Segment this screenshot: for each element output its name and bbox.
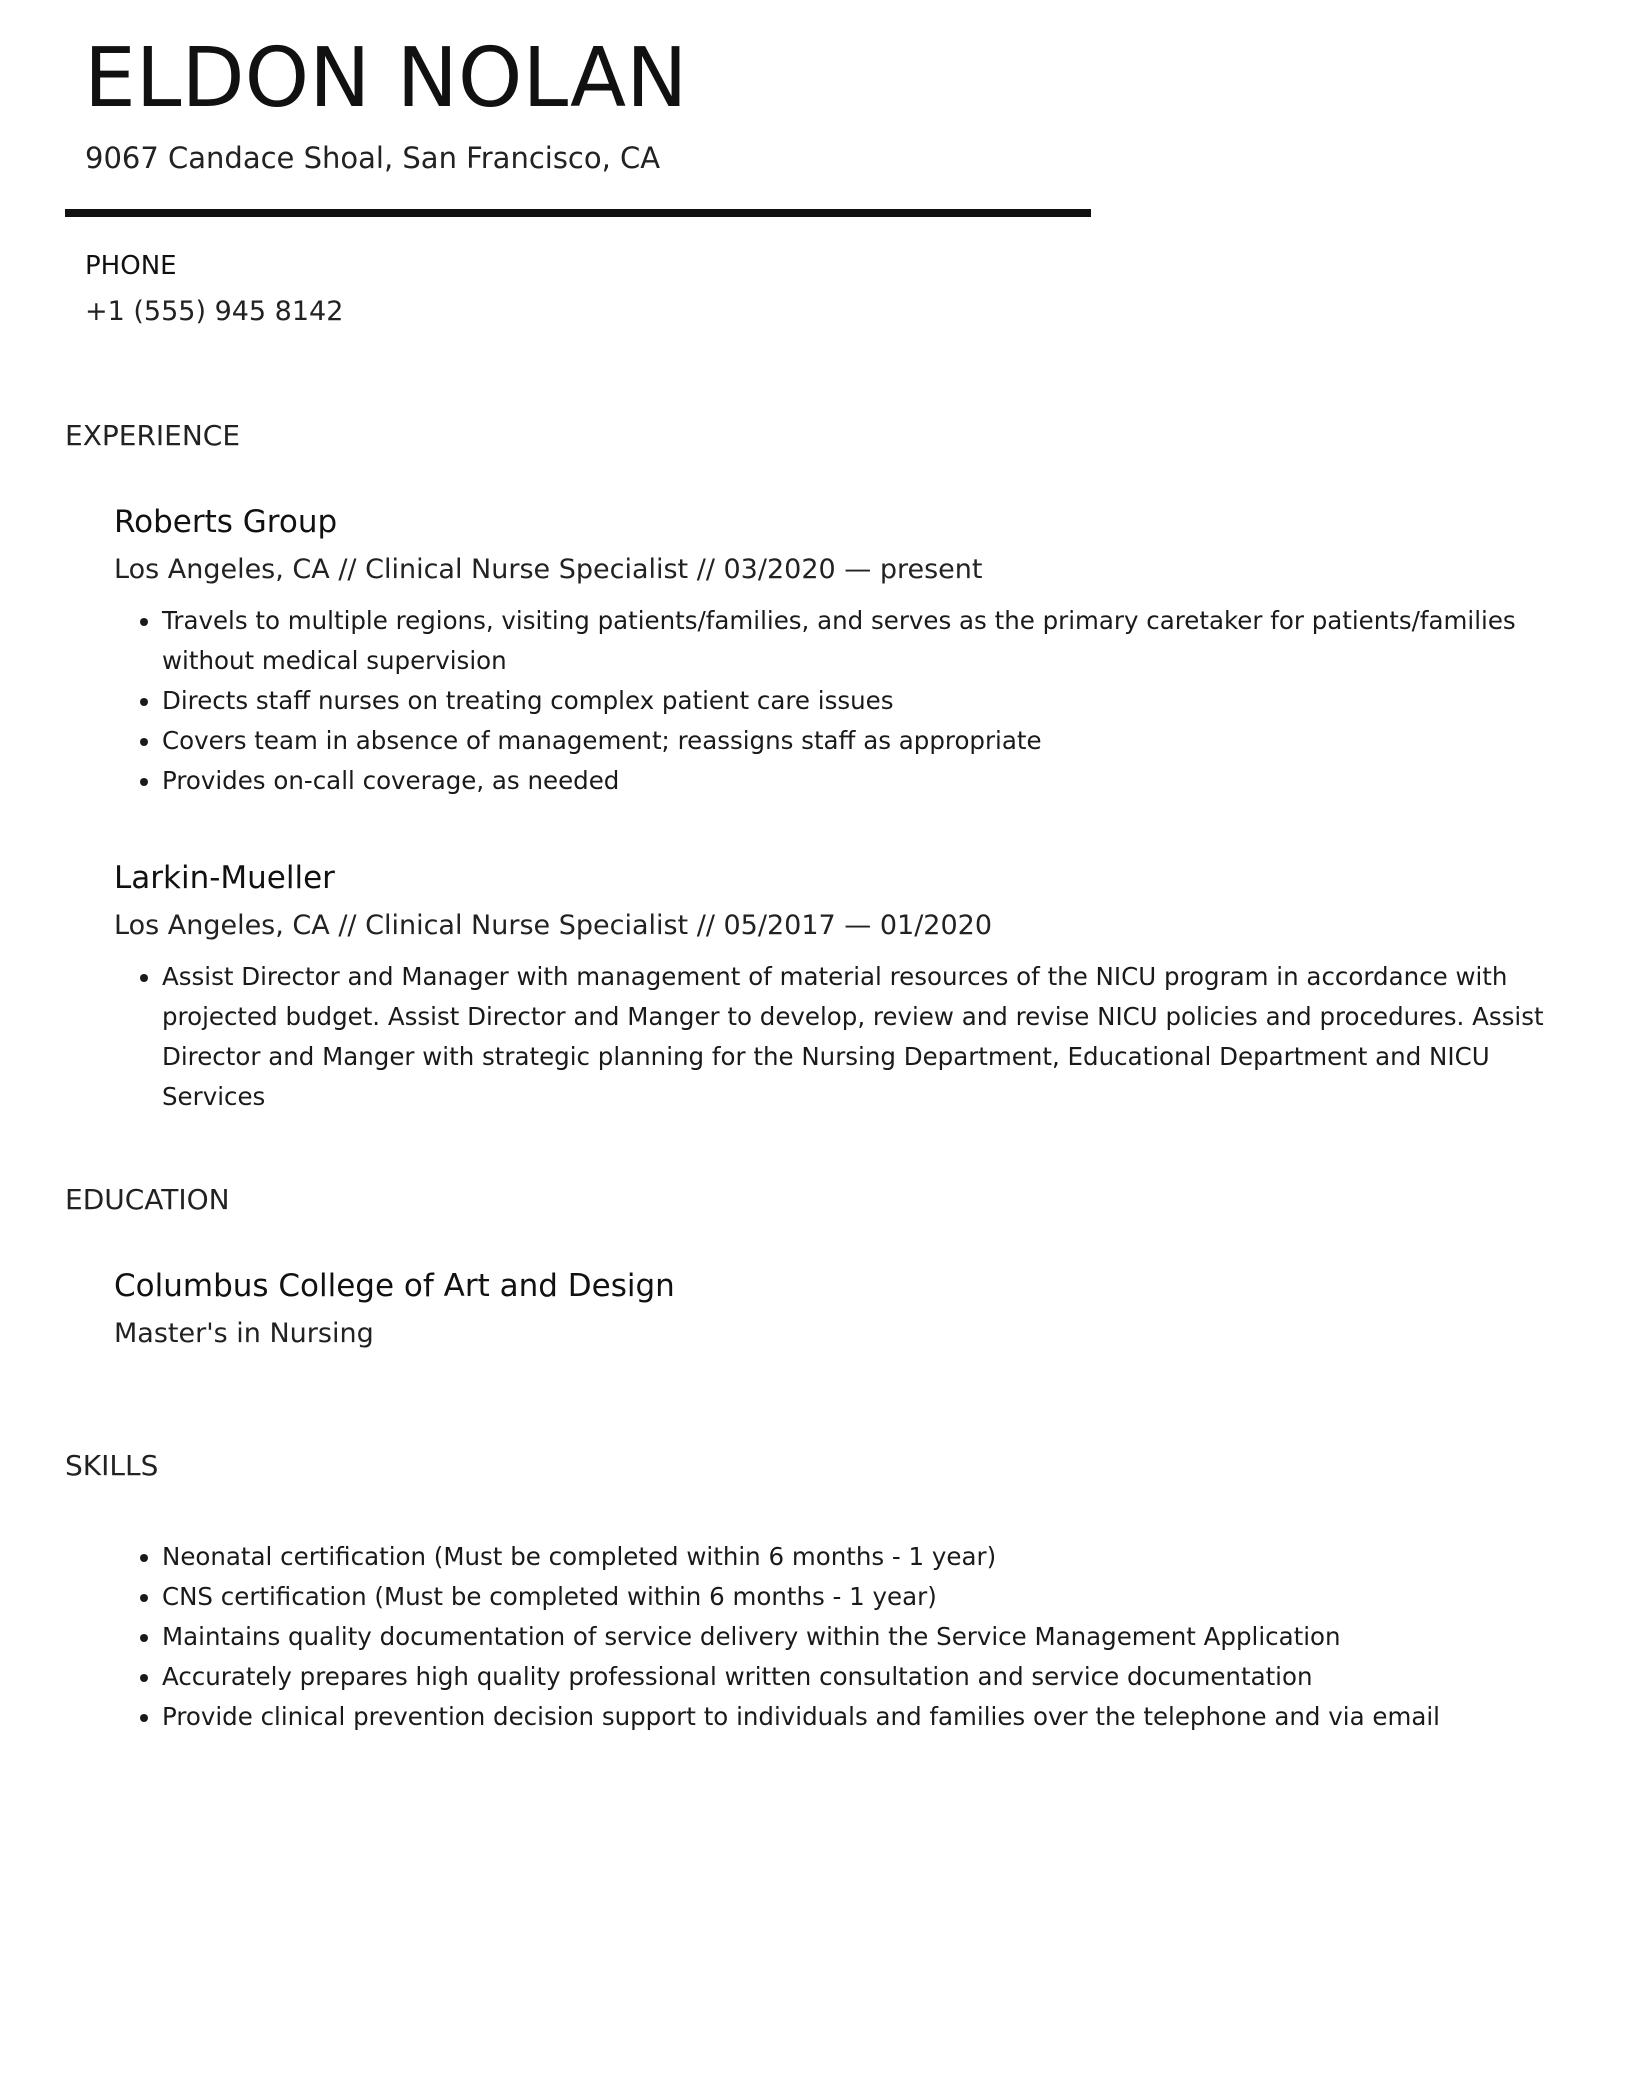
list-item: • Provide clinical prevention decision support to individuals and families over the telephone and via email <box>162 1697 1574 1737</box>
list-item: • Maintains quality documentation of service delivery within the Service Management Application <box>162 1617 1574 1657</box>
experience-entry <box>114 858 1574 1117</box>
list-item: • Directs staff nurses on treating complex patient care issues <box>162 681 1574 721</box>
list-item: • Assist Director and Manager with management of material resources of the NICU program in accordance with projected budget. Assist Director and Manger to develop, review and revise NICU policies and procedures. Assist Director and Manger with strategic planning for the Nursing Department, Educational Department and NICU Services <box>162 957 1574 1117</box>
company-name: Larkin-Mueller <box>114 860 335 896</box>
header-divider <box>65 209 1091 217</box>
list-item: • CNS certification (Must be completed within 6 months - 1 year) <box>162 1577 1574 1617</box>
experience-entry <box>114 502 1574 801</box>
phone-label: PHONE <box>85 251 177 281</box>
list-item: • Travels to multiple regions, visiting patients/families, and serves as the primary caretaker for patients/families without medical supervision <box>162 601 1574 681</box>
job-bullets <box>114 957 1574 1117</box>
list-item: • Neonatal certification (Must be completed within 6 months - 1 year) <box>162 1537 1574 1577</box>
job-meta: Los Angeles, CA // Clinical Nurse Specialist // 03/2020 — present <box>114 554 983 586</box>
phone-value: +1 (555) 945 8142 <box>85 296 344 327</box>
education-section-title: EDUCATION <box>65 1183 230 1216</box>
education-entry <box>114 1266 1574 1351</box>
list-item: • Accurately prepares high quality professional written consultation and service documentation <box>162 1657 1574 1697</box>
job-meta: Los Angeles, CA // Clinical Nurse Specialist // 05/2017 — 01/2020 <box>114 910 993 942</box>
skills-list <box>114 1537 1574 1737</box>
candidate-address: 9067 Candace Shoal, San Francisco, CA <box>85 141 661 175</box>
job-bullets <box>114 601 1574 801</box>
school-name: Columbus College of Art and Design <box>114 1268 675 1304</box>
skills-section-title: SKILLS <box>65 1449 159 1482</box>
candidate-name: ELDON NOLAN <box>84 31 688 126</box>
list-item: • Covers team in absence of management; reassigns staff as appropriate <box>162 721 1574 761</box>
degree: Master's in Nursing <box>114 1318 374 1350</box>
company-name: Roberts Group <box>114 504 338 540</box>
experience-section-title: EXPERIENCE <box>65 419 241 452</box>
list-item: • Provides on-call coverage, as needed <box>162 761 1574 801</box>
skills-bullets <box>114 1537 1574 1737</box>
